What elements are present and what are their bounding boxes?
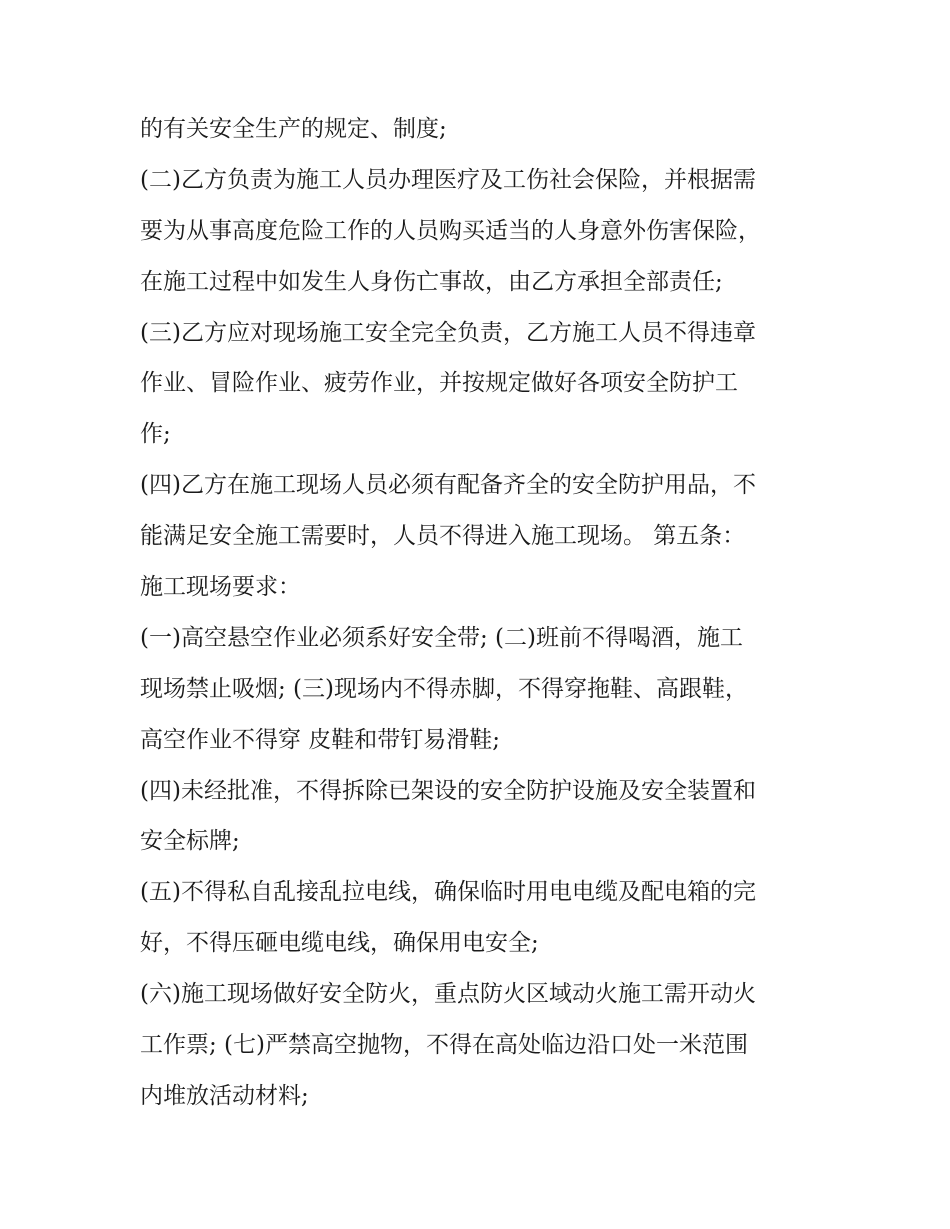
text-line: (二)乙方负责为施工人员办理医疗及工伤社会保险，并根据需 — [140, 166, 756, 193]
text-line: 在施工过程中如发生人身伤亡事故，由乙方承担全部责任; — [140, 268, 723, 295]
text-line: 能满足安全施工需要时，人员不得进入施工现场。 第五条： — [140, 523, 746, 550]
text-line: 工作票; (七)严禁高空抛物，不得在高处临边沿口处一米范围 — [140, 1032, 749, 1059]
text-line: (四)乙方在施工现场人员必须有配备齐全的安全防护用品，不 — [140, 472, 756, 499]
text-line: 内堆放活动材料; — [140, 1082, 309, 1109]
text-line: 的有关安全生产的规定、制度; — [140, 116, 447, 142]
text-line: (六)施工现场做好安全防火，重点防火区域动火施工需开动火 — [140, 981, 756, 1008]
text-line: (一)高空悬空作业必须系好安全带; (二)班前不得喝酒，施工 — [140, 624, 743, 651]
text-line: 作业、冒险作业、疲劳作业，并按规定做好各项安全防护工 — [140, 370, 738, 397]
text-line: 高空作业不得穿 皮鞋和带钉易滑鞋; — [140, 726, 501, 753]
text-line: 安全标牌; — [140, 828, 240, 855]
text-line: (三)乙方应对现场施工安全完全负责，乙方施工人员不得违章 — [140, 319, 756, 346]
text-line: 要为从事高度危险工作的人员购买适当的人身意外伤害保险， — [140, 217, 761, 244]
text-line: 好，不得压砸电缆电线，确保用电安全; — [140, 930, 539, 957]
text-line: (五)不得私自乱接乱拉电线，确保临时用电电缆及配电箱的完 — [140, 879, 756, 906]
text-line: (四)未经批准，不得拆除已架设的安全防护设施及安全装置和 — [140, 777, 756, 804]
text-line: 施工现场要求： — [140, 574, 301, 601]
text-line: 现场禁止吸烟; (三)现场内不得赤脚，不得穿拖鞋、高跟鞋， — [140, 675, 749, 702]
text-line: 作; — [140, 421, 171, 448]
document-body — [140, 104, 820, 1122]
